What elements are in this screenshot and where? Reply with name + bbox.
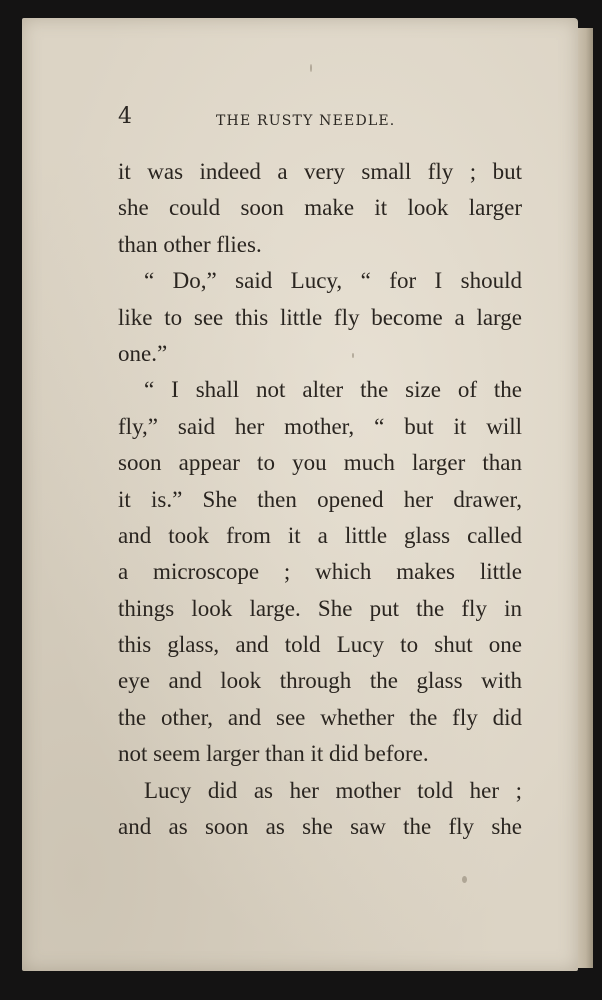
text-line: fly,” said her mother, “ but it will [118,413,522,439]
text-line: “ I shall not alter the size of the [144,377,522,403]
text-line: things look large. She put the fly in [118,595,522,621]
text-line: eye and look through the glass with [118,668,522,694]
paper-speck [462,876,467,883]
text-line: one.” [118,340,168,366]
text-line: soon appear to you much larger than [118,450,522,476]
page-header [0,100,602,140]
text-line: this glass, and told Lucy to shut one [118,632,522,658]
text-line: and as soon as she saw the fly she [118,814,522,840]
running-head: THE RUSTY NEEDLE. [216,113,396,129]
text-line: “ Do,” said Lucy, “ for I should [144,268,522,294]
text-line: the other, and see whether the fly did [118,704,522,730]
text-line: a microscope ; which makes little [118,559,522,585]
text-line: it was indeed a very small fly ; but [118,159,522,184]
body-text [118,154,522,845]
text-line: not seem larger than it did before. [118,741,429,767]
page-number: 4 [118,104,132,129]
text-line: than other flies. [118,231,262,257]
paper-speck [310,64,312,72]
text-line: she could soon make it look larger [118,195,522,221]
text-line: Lucy did as her mother told her ; [144,777,522,803]
text-line: it is.” She then opened her drawer, [118,486,522,512]
text-line: and took from it a little glass called [118,522,522,548]
text-line: like to see this little fly become a large [118,304,522,330]
